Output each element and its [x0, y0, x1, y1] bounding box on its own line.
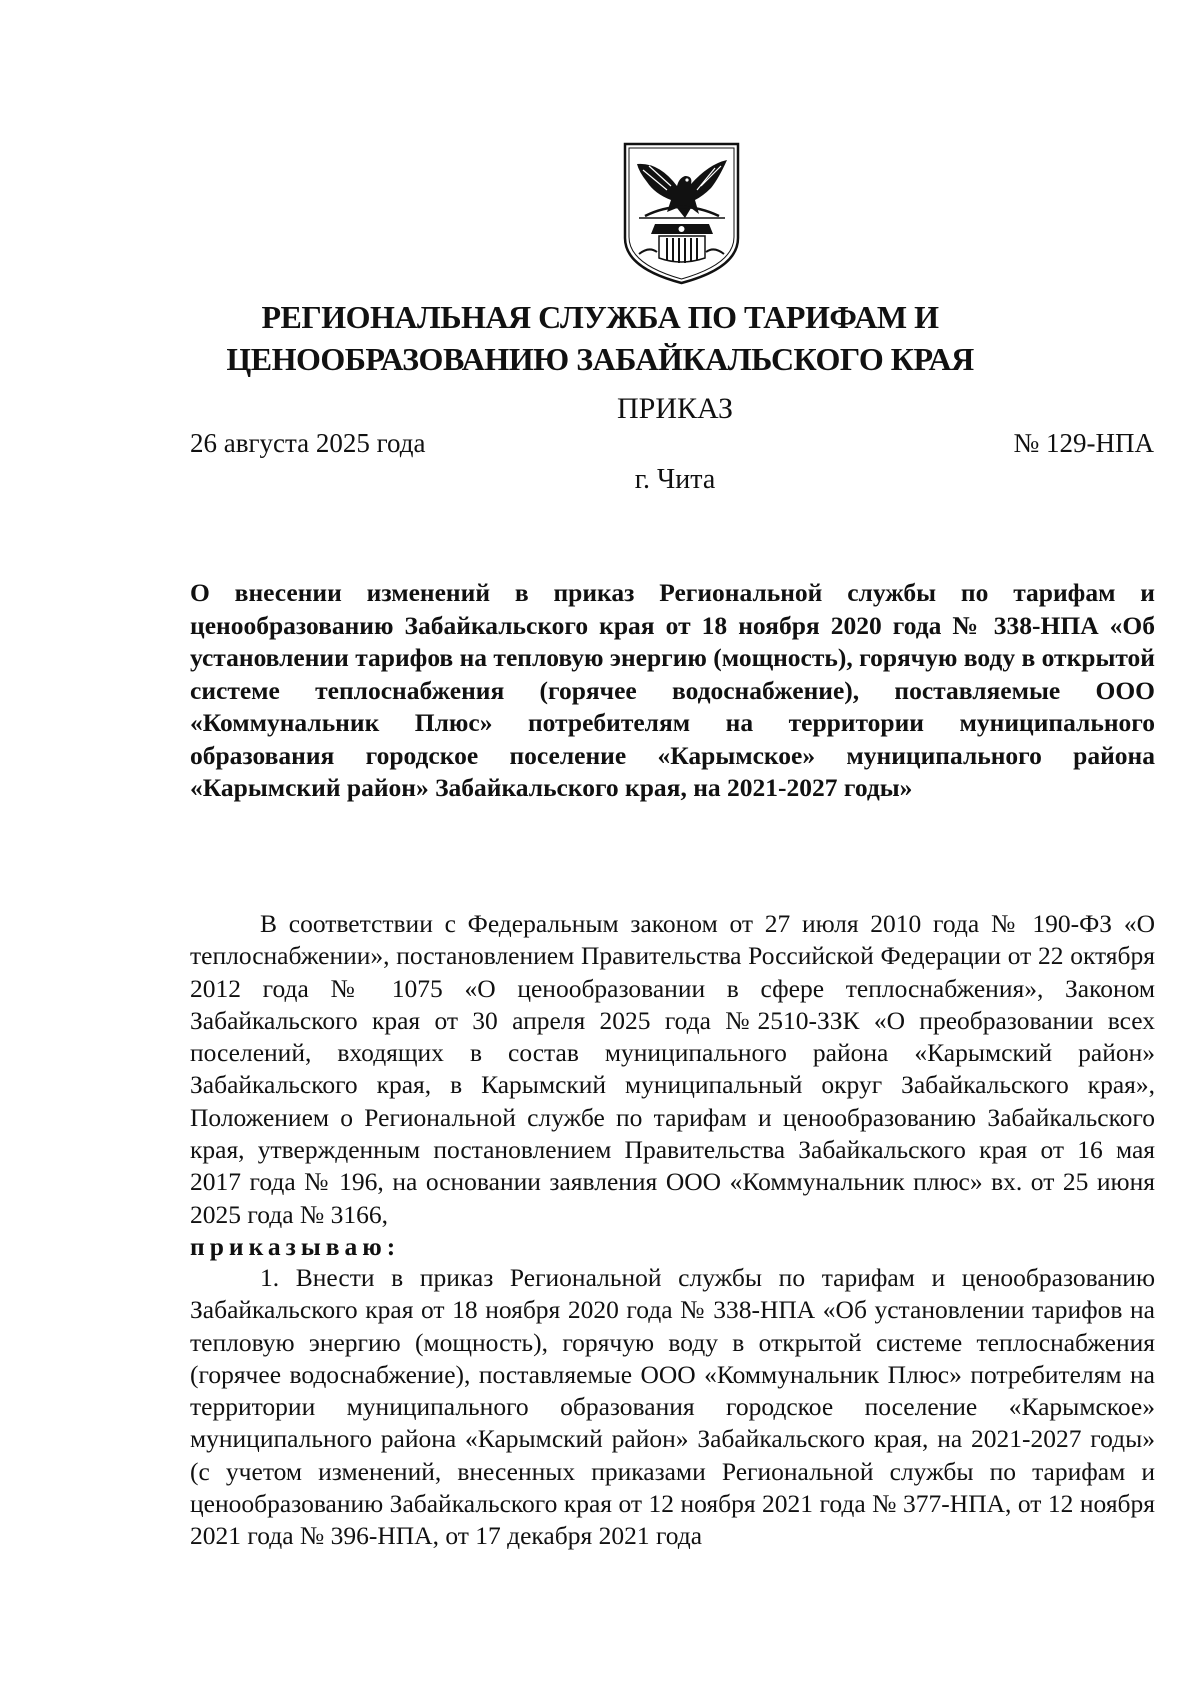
order-title: ПРИКАЗ	[617, 392, 733, 425]
order-date: 26 августа 2025 года	[190, 428, 426, 458]
agency-name-line2: ЦЕНООБРАЗОВАНИЮ ЗАБАЙКАЛЬСКОГО КРАЯ	[226, 341, 974, 377]
order-city: г. Чита	[634, 464, 716, 495]
decree-word: приказываю:	[190, 1231, 401, 1261]
agency-name-line1: РЕГИОНАЛЬНАЯ СЛУЖБА ПО ТАРИФАМ И	[261, 299, 939, 335]
coat-of-arms-emblem	[619, 138, 744, 286]
clause-1-paragraph	[190, 1262, 1155, 1553]
order-subject: О внесении изменений в приказ Региональной службы по тарифам и ценообразованию Забайкальского края от 18 ноября 2020 года № 338-НПА «Об установлении тарифов на тепловую энергию (мощность), горячую воду в открытой системе теплоснабжения (горячее водоснабжение), поставляемые ООО «Коммунальник Плюс» потребителям на территории муниципального образования городское поселение «Карымское» муниципального района «Карымский район» Забайкальского края, на 2021-2027 годы»	[190, 578, 1155, 802]
order-number: № 129-НПА	[1013, 428, 1154, 458]
clause-1-text: 1. Внести в приказ Региональной службы по тарифам и ценообразованию Забайкальского края от 18 ноября 2020 года № 338-НПА «Об установлении тарифов на тепловую энергию (мощность), горячую воду в открытой системе теплоснабжения (горячее водоснабжение), поставляемые ООО «Коммунальник Плюс» потребителям на территории муниципального образования городское поселение «Карымское» муниципального района «Карымский район» Забайкальского края, на 2021-2027 годы» (с учетом изменений, внесенных приказами Региональной службы по тарифам и ценообразованию Забайкальского края от 12 ноября 2021 года № 377-НПА, от 12 ноября 2021 года № 396-НПА, от 17 декабря 2021 года	[190, 1263, 1155, 1551]
preamble-text: В соответствии с Федеральным законом от 27 июля 2010 года № 190-ФЗ «О теплоснабжении», постановлением Правительства Российской Федерации от 22 октября 2012 года № 1075 «О ценообразовании в сфере теплоснабжения», Законом Забайкальского края от 30 апреля 2025 года №2510-ЗЗК «О преобразовании всех поселений, входящих в состав муниципального района «Карымский район» Забайкальского края, в Карымский муниципальный округ Забайкальского края», Положением о Региональной службе по тарифам и ценообразованию Забайкальского края, утвержденным постановлением Правительства Забайкальского края от 16 мая 2017 года № 196, на основании заявления ООО «Коммунальник плюс» вх. от 25 июня 2025 года № 3166,	[190, 909, 1155, 1229]
agency-name	[0, 296, 1200, 380]
preamble-paragraph	[190, 908, 1155, 1263]
